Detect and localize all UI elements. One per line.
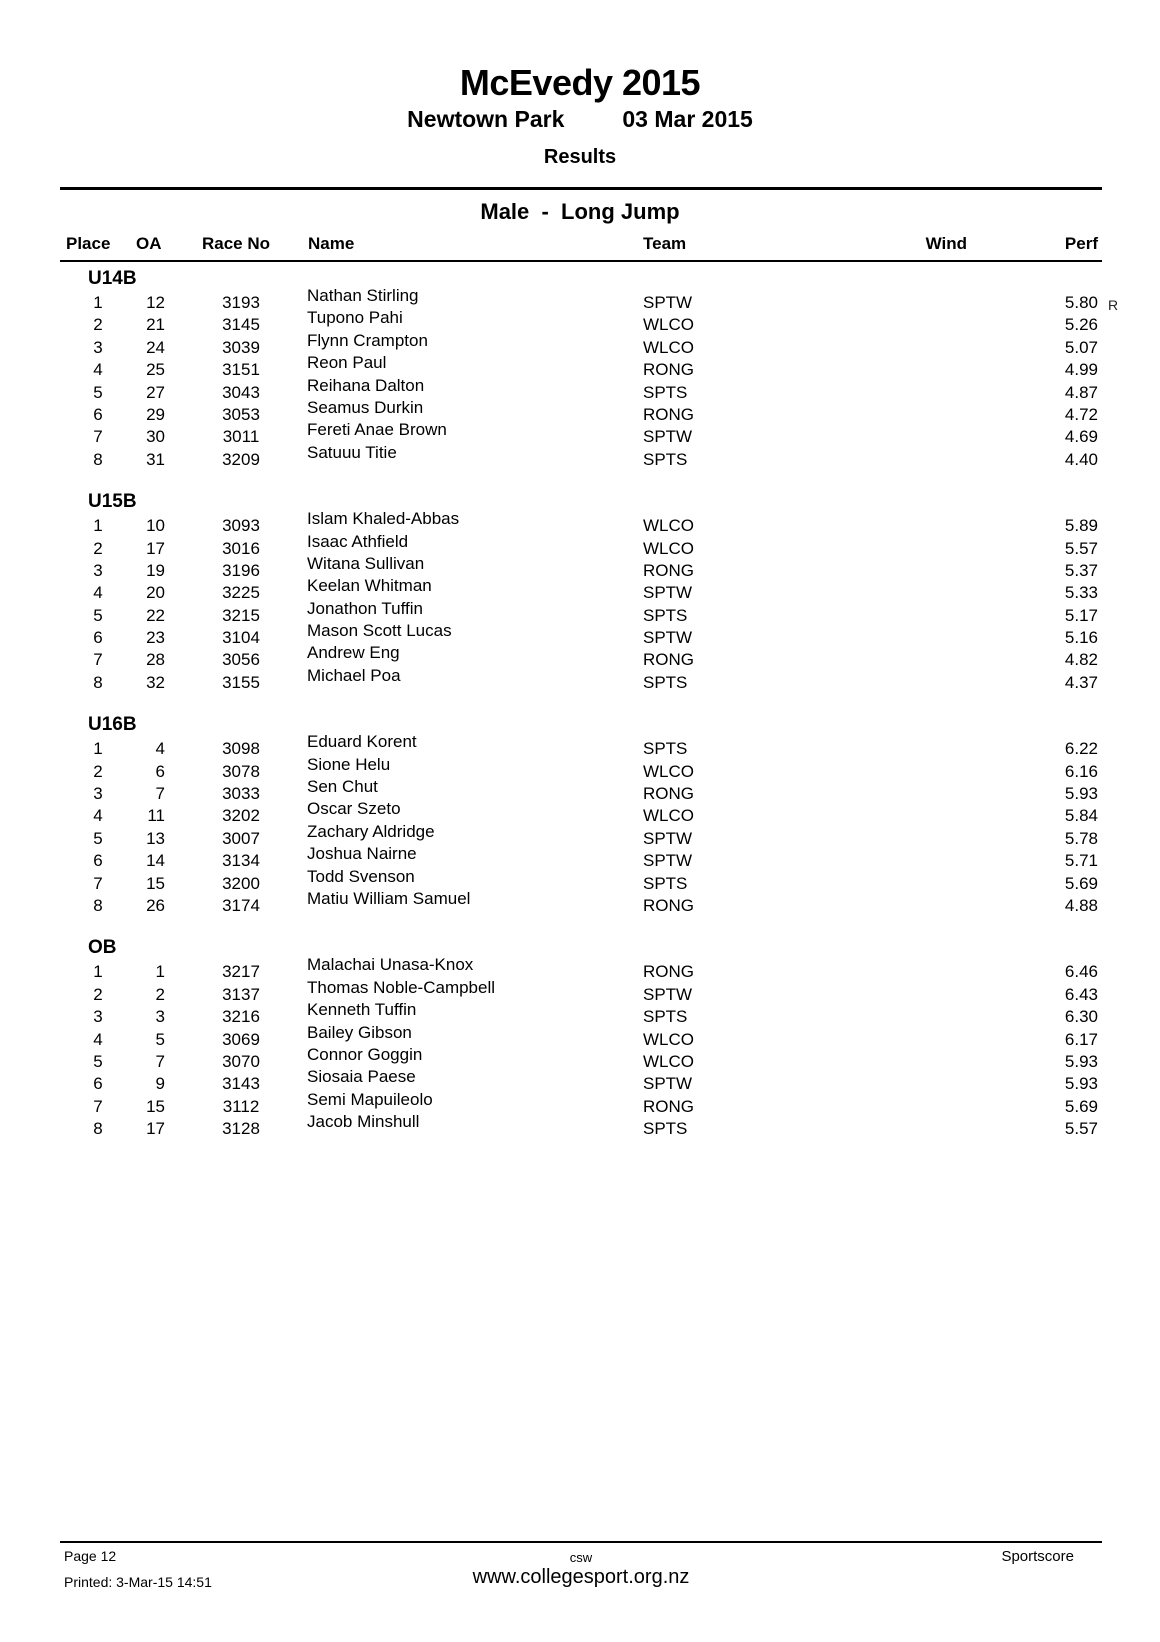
age-group-section: [60, 267, 1119, 470]
cell-name: Satuuu Titie: [307, 442, 397, 462]
cell-name: Seamus Durkin: [307, 397, 424, 417]
table-row: [60, 576, 1102, 603]
cell-name: Andrew Eng: [307, 643, 400, 663]
cell-team: RONG: [643, 962, 694, 982]
cell-team: WLCO: [643, 1051, 694, 1071]
cell-race-no: 3137: [222, 984, 260, 1004]
cell-race-no: 3145: [222, 315, 260, 335]
cell-perf: 6.46: [1064, 962, 1098, 982]
cell-team: WLCO: [643, 337, 694, 357]
cell-name: Isaac Athfield: [307, 531, 409, 551]
cell-place: 6: [93, 851, 103, 871]
cell-perf: 4.87: [1064, 382, 1098, 402]
cell-oa: 23: [146, 628, 165, 648]
cell-place: 2: [93, 315, 103, 335]
cell-perf: 5.93: [1064, 1051, 1098, 1071]
cell-place: 6: [93, 628, 103, 648]
cell-oa: 6: [155, 761, 165, 781]
footer-brand: Sportscore: [1001, 1548, 1074, 1565]
cell-place: 7: [93, 1096, 103, 1116]
cell-perf: 6.22: [1064, 739, 1098, 759]
cell-place: 1: [93, 739, 103, 759]
cell-race-no: 3093: [222, 516, 260, 536]
cell-place: 2: [93, 984, 103, 1004]
cell-oa: 27: [146, 382, 165, 402]
cell-perf: 5.80: [1064, 293, 1098, 312]
cell-name: Tupono Pahi: [307, 308, 403, 328]
cell-perf: 5.37: [1064, 560, 1098, 580]
table-row: [60, 799, 1102, 826]
cell-oa: 29: [146, 404, 165, 424]
cell-race-no: 3016: [222, 538, 260, 558]
cell-name: Michael Poa: [307, 665, 401, 685]
table-row: [60, 442, 1102, 470]
cell-place: 8: [93, 895, 103, 915]
cell-race-no: 3070: [222, 1051, 260, 1071]
table-row: [60, 977, 1102, 1005]
cell-name: Flynn Crampton: [307, 330, 428, 350]
cell-name: Keelan Whitman: [307, 576, 432, 596]
cell-oa: 17: [146, 1119, 165, 1139]
cell-oa: 10: [146, 516, 165, 536]
cell-place: 7: [93, 873, 103, 893]
cell-oa: 5: [155, 1029, 165, 1049]
cell-oa: 24: [146, 337, 165, 357]
cell-team: SPTW: [643, 828, 693, 848]
table-row: [60, 286, 1119, 313]
cell-name: Islam Khaled-Abbas: [307, 509, 460, 529]
cell-name: Fereti Anae Brown: [307, 420, 447, 440]
cell-race-no: 3134: [222, 851, 260, 871]
cell-place: 3: [93, 784, 103, 804]
cell-perf: 5.78: [1064, 828, 1098, 848]
cell-race-no: 3216: [222, 1007, 260, 1027]
table-row: [60, 621, 1102, 648]
section-rows: [60, 955, 1102, 1139]
cell-team: SPTW: [643, 1074, 693, 1094]
cell-race-no: 3007: [222, 828, 260, 848]
cell-perf: 4.99: [1064, 360, 1098, 380]
cell-team: WLCO: [643, 1029, 694, 1049]
cell-place: 1: [93, 293, 103, 312]
cell-team: SPTS: [643, 605, 688, 625]
cell-race-no: 3069: [222, 1029, 260, 1049]
cell-place: 8: [93, 449, 103, 469]
cell-name: Eduard Korent: [307, 732, 417, 752]
cell-place: 5: [93, 1051, 103, 1071]
cell-race-no: 3033: [222, 784, 260, 804]
cell-oa: 31: [146, 449, 165, 469]
cell-perf: 5.71: [1064, 851, 1098, 871]
cell-team: SPTW: [643, 984, 693, 1004]
cell-race-no: 3202: [222, 806, 260, 826]
footer-center-label: csw: [569, 1550, 593, 1565]
table-row: [60, 888, 1102, 916]
cell-place: 8: [93, 672, 103, 692]
cell-name: Oscar Szeto: [307, 799, 401, 819]
cell-race-no: 3215: [222, 605, 260, 625]
cell-oa: 11: [147, 806, 165, 826]
table-row: [60, 777, 1102, 804]
cell-race-no: 3143: [222, 1074, 260, 1094]
cell-place: 3: [93, 560, 103, 580]
cell-place: 7: [93, 427, 103, 447]
cell-name: Nathan Stirling: [307, 286, 419, 305]
column-header-name: Name: [308, 234, 355, 253]
cell-name: Reihana Dalton: [307, 375, 425, 395]
cell-oa: 20: [146, 583, 165, 603]
cell-oa: 30: [146, 427, 165, 447]
cell-place: 6: [93, 404, 103, 424]
cell-place: 1: [93, 962, 103, 982]
cell-race-no: 3151: [222, 360, 260, 380]
cell-team: SPTS: [643, 382, 688, 402]
cell-perf: 5.69: [1064, 1096, 1098, 1116]
cell-oa: 2: [155, 984, 165, 1004]
age-group-section: [60, 490, 1102, 693]
footer-website: www.collegesport.org.nz: [472, 1566, 690, 1588]
document-title: McEvedy 2015: [459, 62, 701, 103]
cell-perf: 5.33: [1064, 583, 1098, 603]
cell-record-flag: R: [1108, 297, 1119, 313]
cell-place: 3: [93, 337, 103, 357]
cell-perf: 5.89: [1064, 516, 1098, 536]
cell-oa: 1: [155, 962, 165, 982]
cell-race-no: 3039: [222, 337, 260, 357]
cell-team: RONG: [643, 895, 694, 915]
cell-name: Witana Sullivan: [307, 553, 425, 573]
cell-place: 7: [93, 650, 103, 670]
result-sections: [60, 264, 1119, 1140]
cell-team: RONG: [643, 360, 694, 380]
cell-place: 1: [93, 516, 103, 536]
cell-race-no: 3209: [222, 449, 260, 469]
column-header-oa: OA: [136, 234, 162, 253]
cell-oa: 21: [146, 315, 165, 335]
cell-name: Jonathon Tuffin: [307, 598, 423, 618]
cell-perf: 4.88: [1064, 895, 1098, 915]
cell-team: WLCO: [643, 806, 694, 826]
cell-place: 4: [93, 583, 103, 603]
cell-oa: 3: [155, 1007, 165, 1027]
cell-team: SPTS: [643, 449, 688, 469]
cell-name: Sen Chut: [307, 777, 378, 797]
cell-race-no: 3193: [222, 293, 260, 312]
table-row: [60, 665, 1102, 693]
column-header-row: [60, 234, 1102, 260]
cell-oa: 7: [155, 1051, 165, 1071]
cell-place: 4: [93, 1029, 103, 1049]
table-row: [60, 553, 1102, 581]
age-group-title: OB: [88, 937, 117, 959]
table-row: [60, 308, 1102, 335]
column-header-perf: Perf: [1064, 234, 1098, 253]
cell-name: Matiu William Samuel: [307, 888, 471, 908]
cell-perf: 5.17: [1064, 605, 1098, 625]
cell-team: RONG: [643, 560, 694, 580]
table-row: [60, 821, 1102, 849]
cell-name: Siosaia Paese: [307, 1067, 416, 1087]
cell-perf: 5.69: [1064, 873, 1098, 893]
cell-team: RONG: [643, 404, 694, 424]
cell-team: SPTW: [643, 628, 693, 648]
cell-team: WLCO: [643, 761, 694, 781]
cell-perf: 6.30: [1064, 1007, 1098, 1027]
cell-perf: 4.69: [1064, 427, 1098, 447]
cell-oa: 28: [146, 650, 165, 670]
cell-race-no: 3200: [222, 873, 260, 893]
cell-perf: 5.16: [1064, 628, 1098, 648]
cell-perf: 5.07: [1064, 337, 1098, 357]
table-row: [60, 844, 1102, 871]
cell-oa: 13: [146, 828, 165, 848]
table-row: [60, 375, 1102, 403]
cell-name: Semi Mapuileolo: [307, 1089, 433, 1109]
cell-perf: 4.72: [1064, 404, 1098, 424]
cell-name: Connor Goggin: [307, 1044, 423, 1064]
cell-place: 4: [93, 806, 103, 826]
age-group-title: U14B: [88, 268, 137, 289]
cell-place: 2: [93, 761, 103, 781]
cell-oa: 17: [146, 538, 165, 558]
event-date: 03 Mar 2015: [622, 106, 753, 132]
cell-team: WLCO: [643, 516, 694, 536]
table-row: [60, 531, 1102, 559]
cell-name: Reon Paul: [307, 353, 387, 373]
cell-team: RONG: [643, 784, 694, 804]
column-header-place: Place: [66, 234, 111, 253]
cell-name: Zachary Aldridge: [307, 821, 435, 841]
table-row: [60, 866, 1102, 894]
cell-race-no: 3011: [222, 427, 260, 447]
cell-place: 5: [93, 605, 103, 625]
venue-date-line: [0, 106, 1160, 133]
cell-perf: 5.57: [1064, 538, 1098, 558]
cell-oa: 26: [146, 895, 165, 915]
section-rows: [60, 509, 1102, 693]
table-row: [60, 1022, 1102, 1050]
cell-oa: 12: [146, 293, 165, 312]
table-row: [60, 955, 1102, 982]
age-group-title: U15B: [88, 491, 137, 513]
cell-perf: 5.84: [1064, 806, 1098, 826]
cell-oa: 15: [146, 873, 165, 893]
table-row: [60, 1067, 1102, 1094]
table-row: [60, 420, 1102, 447]
cell-oa: 14: [146, 851, 165, 871]
table-row: [60, 643, 1102, 670]
cell-race-no: 3078: [222, 761, 260, 781]
cell-place: 8: [93, 1119, 103, 1139]
column-header-race-no: Race No: [202, 234, 271, 253]
cell-race-no: 3174: [222, 895, 260, 915]
header-rule: [60, 187, 1102, 190]
cell-team: SPTS: [643, 873, 688, 893]
column-header-rule: [60, 260, 1102, 262]
event-heading: Male - Long Jump: [480, 199, 680, 224]
cell-team: RONG: [643, 1096, 694, 1116]
cell-perf: 6.17: [1064, 1029, 1098, 1049]
cell-name: Jacob Minshull: [307, 1112, 420, 1132]
cell-oa: 9: [155, 1074, 165, 1094]
cell-perf: 6.16: [1064, 761, 1098, 781]
cell-name: Sione Helu: [307, 754, 391, 774]
cell-team: SPTS: [643, 1007, 688, 1027]
cell-team: WLCO: [643, 315, 694, 335]
cell-perf: 6.43: [1064, 984, 1098, 1004]
page-number: Page 12: [64, 1548, 117, 1564]
cell-race-no: 3043: [222, 382, 260, 402]
cell-team: SPTW: [643, 851, 693, 871]
table-row: [60, 598, 1102, 626]
cell-perf: 5.93: [1064, 1074, 1098, 1094]
footer-rule: [60, 1541, 1102, 1543]
venue: Newtown Park: [407, 106, 565, 132]
cell-race-no: 3155: [222, 672, 260, 692]
table-row: [60, 1112, 1102, 1139]
cell-name: Bailey Gibson: [307, 1022, 412, 1042]
column-header-team: Team: [643, 234, 687, 253]
cell-race-no: 3217: [222, 962, 260, 982]
cell-oa: 7: [155, 784, 165, 804]
cell-perf: 5.93: [1064, 784, 1098, 804]
cell-perf: 4.37: [1064, 672, 1098, 692]
cell-name: Joshua Nairne: [307, 844, 417, 864]
cell-team: WLCO: [643, 538, 694, 558]
section-rows: [60, 732, 1102, 916]
cell-team: SPTS: [643, 672, 688, 692]
cell-place: 2: [93, 538, 103, 558]
cell-team: RONG: [643, 650, 694, 670]
cell-perf: 4.40: [1064, 449, 1098, 469]
table-row: [60, 1044, 1102, 1072]
cell-race-no: 3053: [222, 404, 260, 424]
cell-place: 3: [93, 1007, 103, 1027]
printed-timestamp: Printed: 3-Mar-15 14:51: [64, 1574, 212, 1590]
age-group-title: U16B: [88, 714, 137, 736]
cell-place: 6: [93, 1074, 103, 1094]
age-group-section: [60, 713, 1102, 916]
cell-race-no: 3225: [222, 583, 260, 603]
cell-race-no: 3128: [222, 1119, 260, 1139]
cell-oa: 22: [146, 605, 165, 625]
cell-perf: 5.26: [1064, 315, 1098, 335]
table-row: [60, 330, 1102, 358]
table-row: [60, 1089, 1102, 1117]
section-rows: [60, 286, 1119, 470]
results-table: [60, 234, 1102, 260]
cell-oa: 32: [146, 672, 165, 692]
cell-race-no: 3104: [222, 628, 260, 648]
cell-name: Malachai Unasa-Knox: [307, 955, 474, 975]
cell-team: SPTS: [643, 739, 688, 759]
column-header-wind: Wind: [925, 234, 967, 253]
cell-place: 5: [93, 828, 103, 848]
cell-team: SPTW: [643, 293, 693, 312]
cell-race-no: 3196: [222, 560, 260, 580]
table-row: [60, 509, 1102, 536]
cell-perf: 5.57: [1064, 1119, 1098, 1139]
cell-team: SPTW: [643, 583, 693, 603]
cell-oa: 4: [155, 739, 165, 759]
cell-race-no: 3112: [222, 1096, 260, 1116]
cell-name: Mason Scott Lucas: [307, 621, 452, 641]
cell-place: 4: [93, 360, 103, 380]
cell-name: Todd Svenson: [307, 866, 415, 886]
cell-oa: 15: [146, 1096, 165, 1116]
cell-perf: 4.82: [1064, 650, 1098, 670]
cell-race-no: 3056: [222, 650, 260, 670]
cell-place: 5: [93, 382, 103, 402]
cell-name: Thomas Noble-Campbell: [307, 977, 496, 997]
cell-race-no: 3098: [222, 739, 260, 759]
cell-name: Kenneth Tuffin: [307, 1000, 417, 1020]
table-row: [60, 732, 1102, 759]
cell-oa: 25: [146, 360, 165, 380]
table-row: [60, 353, 1102, 380]
table-row: [60, 397, 1102, 425]
cell-team: SPTW: [643, 427, 693, 447]
table-row: [60, 754, 1102, 782]
cell-team: SPTS: [643, 1119, 688, 1139]
results-heading: Results: [543, 146, 617, 168]
table-row: [60, 1000, 1102, 1027]
age-group-section: [60, 936, 1102, 1139]
cell-oa: 19: [146, 560, 165, 580]
